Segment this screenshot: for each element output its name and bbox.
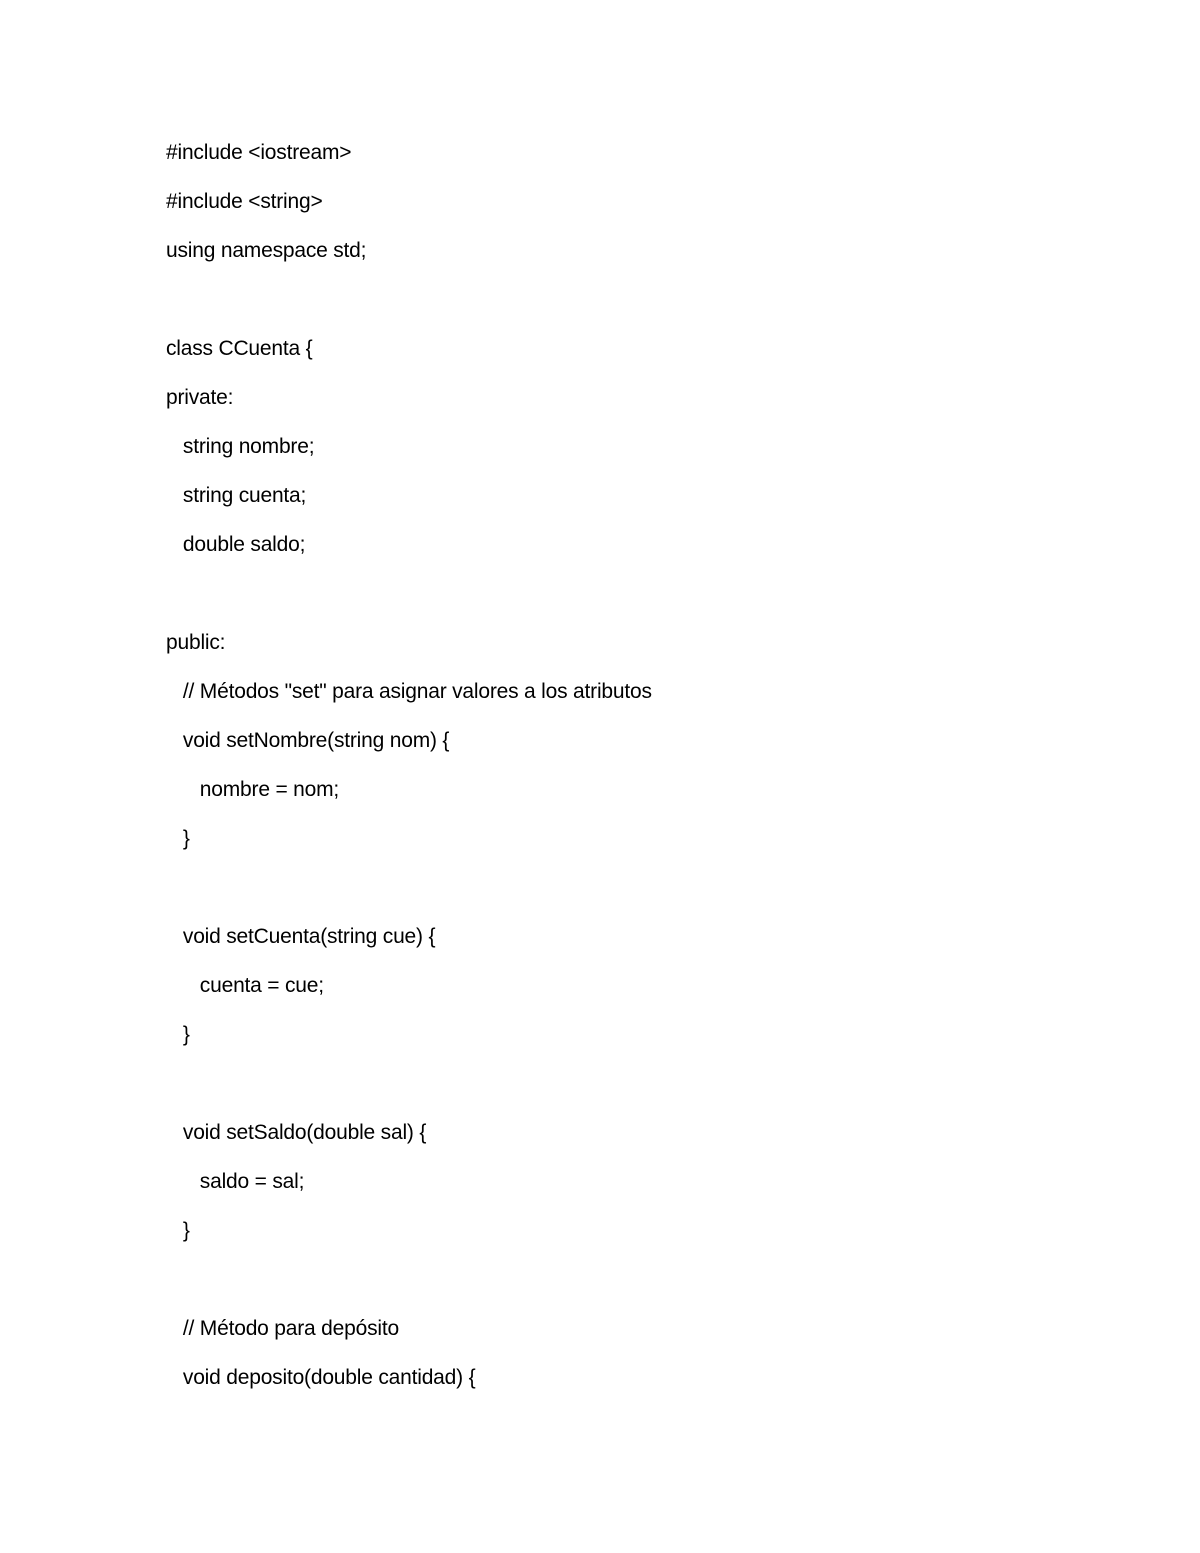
- code-line: void deposito(double cantidad) {: [166, 1366, 476, 1389]
- code-line: public:: [166, 631, 226, 654]
- code-line: double saldo;: [166, 533, 306, 556]
- code-line: #include <string>: [166, 190, 323, 213]
- code-line: void setSaldo(double sal) {: [166, 1121, 427, 1144]
- code-line: // Métodos "set" para asignar valores a los atributos: [166, 680, 652, 703]
- code-line: class CCuenta {: [166, 337, 313, 360]
- code-line: private:: [166, 386, 234, 409]
- code-line: string nombre;: [166, 435, 315, 458]
- code-line: nombre = nom;: [166, 778, 340, 801]
- code-line: }: [166, 1023, 190, 1046]
- code-line: }: [166, 827, 190, 850]
- code-line: saldo = sal;: [166, 1170, 305, 1193]
- code-line: void setCuenta(string cue) {: [166, 925, 436, 948]
- code-line: using namespace std;: [166, 239, 367, 262]
- code-line: #include <iostream>: [166, 141, 352, 164]
- code-line: }: [166, 1219, 190, 1242]
- code-line: // Método para depósito: [166, 1317, 399, 1340]
- code-line: void setNombre(string nom) {: [166, 729, 450, 752]
- code-line: string cuenta;: [166, 484, 307, 507]
- code-line: cuenta = cue;: [166, 974, 324, 997]
